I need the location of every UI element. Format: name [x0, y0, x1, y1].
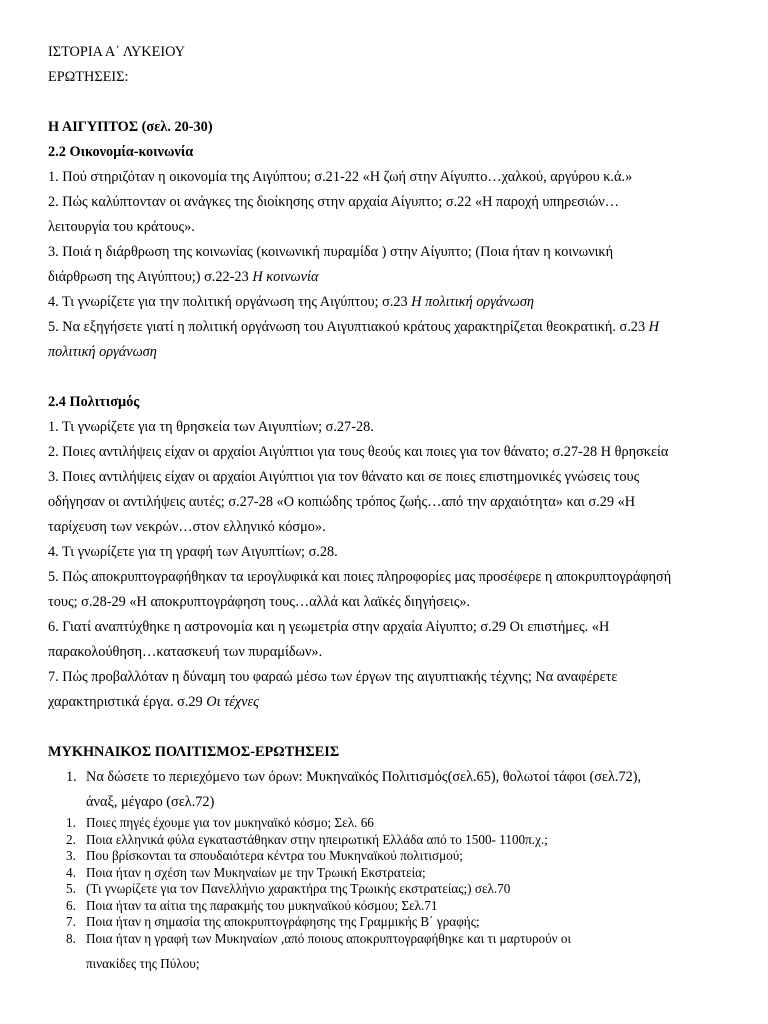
section-reference: Η: [648, 319, 659, 335]
spacer: [48, 365, 738, 390]
list-text: Ποια ήταν η γραφή των Μυκηναίων ,από ποιους αποκρυπτογραφήθηκε και τι μαρτυρούν οι: [86, 930, 572, 946]
list-text-continuation: πινακίδες της Πύλου;: [86, 956, 200, 971]
mycenae-heading: ΜΥΚΗΝΑΙΚΟΣ ΠΟΛΙΤΙΣΜΟΣ-ΕΡΩΤΗΣΕΙΣ: [48, 744, 340, 760]
document-page: [48, 40, 738, 977]
spacer: [48, 90, 738, 115]
mycenae-terms-list: [66, 765, 738, 815]
list-number: 8.: [66, 930, 76, 946]
question-2-2-3-line2: [48, 265, 738, 290]
section-reference: Η πολιτική οργάνωση: [411, 294, 534, 310]
mycenae-questions-list: [66, 815, 738, 977]
list-text: Ποια ήταν η σημασία της αποκρυπτογράφησης της Γραμμικής Β΄ γραφής;: [86, 914, 480, 929]
question-text: χαρακτηριστικά έργα. σ.29: [48, 694, 207, 710]
list-text: Που βρίσκονται τα σπουδαιότερα κέντρα του Μυκηναϊκού πολιτισμού;: [86, 848, 463, 863]
question-2-2-5-line2: πολιτική οργάνωση: [48, 344, 157, 360]
section-heading-2-4: 2.4 Πολιτισμός: [48, 394, 140, 410]
list-text-continuation: άναξ, μέγαρο (σελ.72): [86, 794, 215, 810]
question-text: διάρθρωση της Αιγύπτου;) σ.22-23: [48, 269, 253, 285]
list-item: [66, 881, 738, 898]
question-2-4-3-line2: οδήγησαν οι αντιλήψεις αυτές; σ.27-28 «Ο κοπιώδης τρόπος ζωής…από την αρχαιότητα» και σ.29 «Η: [48, 494, 636, 510]
question-text: 5. Να εξηγήσετε γιατί η πολιτική οργάνωση του Αιγυπτιακού κράτους χαρακτηρίζεται θεοκρατική. σ.23: [48, 319, 649, 335]
section-reference: Οι τέχνες: [206, 694, 259, 710]
question-2-4-1: 1. Τι γνωρίζετε για τη θρησκεία των Αιγυπτίων; σ.27-28.: [48, 419, 374, 435]
list-text: Ποιες πηγές έχουμε για τον μυκηναϊκό κόσμο; Σελ. 66: [86, 815, 374, 830]
list-item: [66, 914, 738, 931]
section-reference: Η κοινωνία: [252, 269, 319, 285]
question-2-4-6-line2: παρακολούθηση…κατασκευή των πυραμίδων».: [48, 644, 323, 660]
question-2-4-4: 4. Τι γνωρίζετε για τη γραφή των Αιγυπτίων; σ.28.: [48, 544, 338, 560]
spacer: [48, 715, 738, 740]
question-2-4-3-line1: 3. Ποιες αντιλήψεις είχαν οι αρχαίοι Αιγύπτιοι για τον θάνατο και σε ποιες επιστημονικές γνώσεις τους: [48, 469, 640, 485]
section-heading-2-2: 2.2 Οικονομία-κοινωνία: [48, 144, 194, 160]
question-2-4-2: 2. Ποιες αντιλήψεις είχαν οι αρχαίοι Αιγύπτιοι για τους θεούς και ποιες για τον θάνατο; σ.27-28 Η θρησκεία: [48, 444, 669, 460]
question-2-2-2-line2: λειτουργία του κράτους».: [48, 219, 195, 235]
egypt-heading: Η ΑΙΓΥΠΤΟΣ (σελ. 20-30): [48, 119, 213, 135]
list-text: Ποια ελληνικά φύλα εγκαταστάθηκαν στην ηπειρωτική Ελλάδα από το 1500- 1100π.χ.;: [86, 831, 548, 847]
document-subtitle: ΕΡΩΤΗΣΕΙΣ:: [48, 69, 129, 85]
question-2-2-5-line1: [48, 315, 738, 340]
list-item: [66, 931, 738, 948]
list-item: [66, 832, 738, 849]
question-2-4-7-line1: 7. Πώς προβαλλόταν η δύναμη του φαραώ μέσω των έργων της αιγυπτιακής τέχνης; Να αναφέρετε: [48, 669, 618, 685]
list-item: [66, 865, 738, 882]
list-number: 7.: [66, 914, 76, 929]
list-item: [66, 815, 738, 832]
list-number: 2.: [66, 831, 76, 847]
list-item: [66, 898, 738, 915]
list-text: Ποια ήταν τα αίτια της παρακμής του μυκηναϊκού κόσμου; Σελ.71: [86, 897, 438, 913]
list-text: Να δώσετε το περιεχόμενο των όρων: Μυκηναϊκός Πολιτισμός(σελ.65), θολωτοί τάφοι (σελ.72),: [86, 769, 642, 785]
list-number: 1.: [66, 815, 76, 830]
question-2-2-3-line1: 3. Ποιά η διάρθρωση της κοινωνίας (κοινωνική πυραμίδα ) στην Αίγυπτο; (Ποια ήταν η κοινωνική: [48, 244, 614, 260]
question-2-4-6-line1: 6. Γιατί αναπτύχθηκε η αστρονομία και η γεωμετρία στην αρχαία Αίγυπτο; σ.29 Οι επιστήμες. «Η: [48, 619, 610, 635]
list-number: 3.: [66, 848, 76, 863]
document-title: ΙΣΤΟΡΙΑ Α΄ ΛΥΚΕΙΟΥ: [48, 44, 186, 60]
list-number: 5.: [66, 881, 76, 896]
question-2-4-3-line3: ταρίχευση των νεκρών…στον ελληνικό κόσμο».: [48, 519, 326, 535]
question-2-4-5-line1: 5. Πώς αποκρυπτογραφήθηκαν τα ιερογλυφικά και ποιες πληροφορίες μας προσέφερε η αποκρυπτογράφησή: [48, 569, 672, 585]
list-item: [66, 848, 738, 865]
list-number: 4.: [66, 864, 76, 880]
question-text: 4. Τι γνωρίζετε για την πολιτική οργάνωση της Αιγύπτου; σ.23: [48, 294, 412, 310]
question-2-2-4: [48, 290, 738, 315]
list-number: 6.: [66, 897, 76, 913]
question-2-4-7-line2: [48, 690, 738, 715]
list-text: (Τι γνωρίζετε για τον Πανελλήνιο χαρακτήρα της Τρωικής εκστρατείας;) σελ.70: [86, 881, 511, 896]
list-item: [66, 765, 738, 790]
list-number: 1.: [66, 769, 77, 785]
question-2-2-2-line1: 2. Πώς καλύπτονταν οι ανάγκες της διοίκησης στην αρχαία Αίγυπτο; σ.22 «Η παροχή υπηρεσιών…: [48, 194, 620, 210]
question-2-4-5-line2: τους; σ.28-29 «Η αποκρυπτογράφηση τους…αλλά και λαϊκές διηγήσεις».: [48, 594, 471, 610]
question-2-2-1: 1. Πού στηριζόταν η οικονομία της Αιγύπτου; σ.21-22 «Η ζωή στην Αίγυπτο…χαλκού, αργύρου κ.ά.»: [48, 169, 633, 185]
list-text: Ποια ήταν η σχέση των Μυκηναίων με την Τρωική Εκστρατεία;: [86, 864, 426, 880]
